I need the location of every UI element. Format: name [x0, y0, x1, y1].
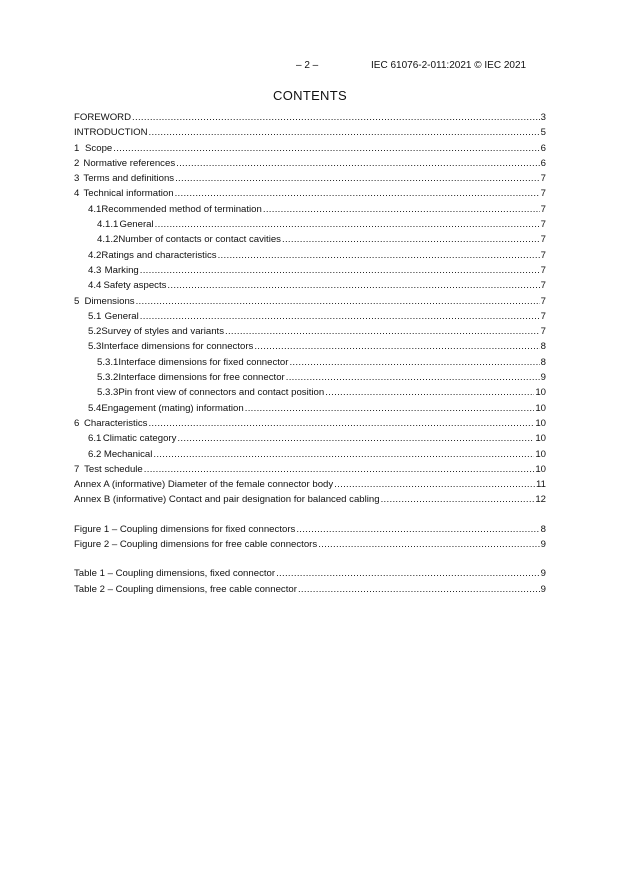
- toc-entry-page: 7: [540, 264, 546, 276]
- toc-entry-page: 9: [540, 372, 546, 384]
- toc-entry[interactable]: [74, 265, 546, 280]
- dot-leader: [325, 387, 534, 398]
- toc-entry-title: General: [119, 219, 154, 231]
- dot-leader: [254, 341, 539, 352]
- toc-entry-page: 5: [540, 127, 546, 139]
- toc-entry-page: 7: [540, 249, 546, 261]
- toc-entry-number: 3: [74, 173, 80, 185]
- dot-leader: [175, 173, 540, 184]
- dot-leader: [282, 234, 540, 245]
- toc-entry-page: 10: [535, 433, 546, 445]
- toc-entry-page: 6: [540, 157, 546, 169]
- toc-entry-title: Climatic category: [102, 433, 177, 445]
- toc-entry-page: 7: [540, 219, 546, 231]
- toc-entry[interactable]: [74, 479, 546, 494]
- toc-entry[interactable]: [74, 204, 546, 219]
- toc-entry[interactable]: [74, 143, 546, 158]
- toc-entry-title: Interface dimensions for connectors: [101, 341, 254, 353]
- dot-leader: [245, 403, 535, 414]
- dot-leader: [176, 158, 540, 169]
- dot-leader: [149, 127, 540, 138]
- toc-entry-number: 5.3.1: [97, 356, 119, 368]
- toc-entry-title: Survey of styles and variants: [101, 326, 224, 338]
- toc-entry-number: 5.1: [88, 310, 102, 322]
- toc-entry-title: Characteristics: [83, 417, 148, 429]
- toc-entry-title: Normative references: [83, 157, 176, 169]
- toc-entry-page: 10: [535, 417, 546, 429]
- toc-entry[interactable]: [74, 387, 546, 402]
- toc-entry-title: Interface dimensions for free connector: [118, 372, 285, 384]
- toc-entry-number: 4.1.2: [97, 234, 119, 246]
- toc-entry-title: Safety aspects: [103, 280, 167, 292]
- toc-entry[interactable]: [74, 173, 546, 188]
- toc-entry-number: 1: [74, 142, 80, 154]
- dot-leader: [225, 326, 540, 337]
- toc-sections: [74, 112, 546, 510]
- toc-entry[interactable]: [74, 280, 546, 295]
- toc-entry-page: 12: [535, 494, 546, 506]
- toc-entry-number: 4.2: [88, 249, 102, 261]
- dot-leader: [136, 296, 540, 307]
- toc-entry-number: 6.2: [88, 448, 102, 460]
- dot-leader: [334, 479, 535, 490]
- toc-entry-title: Recommended method of termination: [101, 203, 262, 215]
- toc-entry[interactable]: [74, 584, 546, 599]
- toc-entry-number: 2: [74, 157, 80, 169]
- toc-entry-number: 4.3: [88, 264, 102, 276]
- toc-entry-title: INTRODUCTION: [74, 127, 148, 139]
- toc-entry-page: 7: [540, 188, 546, 200]
- toc-entry-title: Dimensions: [84, 295, 135, 307]
- dot-leader: [381, 494, 535, 505]
- toc-entry-number: 4.1.1: [97, 219, 119, 231]
- dot-leader: [318, 539, 539, 550]
- toc-entry[interactable]: [74, 326, 546, 341]
- toc-entry-title: Annex A (informative) Diameter of the female connector body: [74, 479, 334, 491]
- toc-entry-page: 7: [540, 310, 546, 322]
- dot-leader: [132, 112, 540, 123]
- toc-entry-title: Mechanical: [103, 448, 153, 460]
- toc-entry[interactable]: [74, 127, 546, 142]
- toc-entry-number: 5.3: [88, 341, 102, 353]
- toc-entry-page: 7: [540, 173, 546, 185]
- toc-entry-number: 7: [74, 463, 80, 475]
- dot-leader: [144, 464, 535, 475]
- toc-entry-number: 4.4: [88, 280, 102, 292]
- toc-entry[interactable]: [74, 494, 546, 509]
- toc-entry-page: 3: [540, 112, 546, 123]
- toc-tables: [74, 568, 546, 599]
- toc-entry[interactable]: [74, 188, 546, 203]
- toc-entry[interactable]: [74, 464, 546, 479]
- toc-entry-title: Figure 2 – Coupling dimensions for free cable connectors: [74, 539, 318, 551]
- toc-entry-page: 7: [540, 295, 546, 307]
- toc-entry-title: Technical information: [83, 188, 174, 200]
- toc-entry-page: 8: [540, 523, 546, 535]
- toc-entry[interactable]: [74, 433, 546, 448]
- contents-title: CONTENTS: [273, 88, 347, 103]
- dot-leader: [298, 584, 540, 595]
- toc-entry-number: 5.2: [88, 326, 102, 338]
- toc-entry-page: 10: [535, 387, 546, 399]
- toc-entry-page: 9: [540, 568, 546, 580]
- dot-leader: [296, 524, 539, 535]
- toc-entry-number: 6: [74, 417, 80, 429]
- toc-entry[interactable]: [74, 357, 546, 372]
- toc-entry[interactable]: [74, 112, 546, 127]
- dot-leader: [153, 449, 534, 460]
- toc-entry-number: 5.3.3: [97, 387, 119, 399]
- toc-entry[interactable]: [74, 568, 546, 583]
- toc-entry[interactable]: [74, 372, 546, 387]
- toc-entry-number: 5.3.2: [97, 372, 119, 384]
- toc-entry-number: 4: [74, 188, 80, 200]
- page-header: [0, 60, 620, 74]
- dot-leader: [155, 219, 540, 230]
- toc-entry[interactable]: [74, 234, 546, 249]
- dot-leader: [140, 265, 540, 276]
- spacer: [74, 554, 546, 568]
- toc-entry-title: Engagement (mating) information: [101, 402, 244, 414]
- toc-entry-number: 5.4: [88, 402, 102, 414]
- toc-entry-title: Scope: [85, 142, 113, 154]
- toc-entry[interactable]: [74, 539, 546, 554]
- dot-leader: [263, 204, 540, 215]
- dot-leader: [177, 433, 534, 444]
- dot-leader: [218, 250, 540, 261]
- toc-entry-page: 11: [536, 479, 546, 491]
- toc-entry-title: FOREWORD: [74, 112, 132, 123]
- toc-entry[interactable]: [74, 296, 546, 311]
- toc-entry[interactable]: [74, 449, 546, 464]
- toc-entry-title: Terms and definitions: [83, 173, 175, 185]
- toc-entry-page: 6: [540, 142, 546, 154]
- toc-entry-number: 5: [74, 295, 80, 307]
- toc-entry-page: 9: [540, 539, 546, 551]
- toc-entry-number: 6.1: [88, 433, 102, 445]
- dot-leader: [113, 143, 539, 154]
- spacer: [74, 510, 546, 524]
- toc-entry-page: 10: [535, 463, 546, 475]
- dot-leader: [140, 311, 540, 322]
- toc-entry-page: 7: [540, 326, 546, 338]
- toc-entry[interactable]: [74, 418, 546, 433]
- toc-entry[interactable]: [74, 219, 546, 234]
- dot-leader: [148, 418, 534, 429]
- toc-entry[interactable]: [74, 158, 546, 173]
- toc-entry-title: Annex B (informative) Contact and pair designation for balanced cabling: [74, 494, 380, 506]
- toc-entry-page: 8: [540, 341, 546, 353]
- dot-leader: [289, 357, 539, 368]
- table-of-contents: [74, 112, 546, 599]
- toc-entry-page: 10: [535, 402, 546, 414]
- toc-entry-title: Table 2 – Coupling dimensions, free cable connector: [74, 583, 297, 595]
- toc-entry[interactable]: [74, 250, 546, 265]
- toc-entry-title: Number of contacts or contact cavities: [118, 234, 281, 246]
- dot-leader: [276, 568, 540, 579]
- toc-figures: [74, 524, 546, 555]
- dot-leader: [175, 188, 540, 199]
- toc-entry-title: Test schedule: [84, 463, 143, 475]
- toc-entry[interactable]: [74, 311, 546, 326]
- toc-entry-title: Pin front view of connectors and contact position: [118, 387, 325, 399]
- toc-entry[interactable]: [74, 524, 546, 539]
- toc-entry-page: 8: [540, 356, 546, 368]
- toc-entry-title: Ratings and characteristics: [101, 249, 217, 261]
- toc-entry-title: Interface dimensions for fixed connector: [118, 356, 289, 368]
- toc-entry[interactable]: [74, 403, 546, 418]
- toc-entry-title: Figure 1 – Coupling dimensions for fixed connectors: [74, 523, 296, 535]
- page-number: – 2 –: [296, 60, 319, 71]
- dot-leader: [286, 372, 540, 383]
- dot-leader: [167, 280, 539, 291]
- toc-entry-page: 7: [540, 203, 546, 215]
- toc-entry-page: 7: [540, 234, 546, 246]
- toc-entry[interactable]: [74, 341, 546, 356]
- toc-entry-number: 4.1: [88, 203, 102, 215]
- toc-entry-page: 9: [540, 583, 546, 595]
- toc-entry-title: General: [104, 310, 139, 322]
- toc-entry-title: Marking: [104, 264, 139, 276]
- toc-entry-page: 10: [535, 448, 546, 460]
- document-reference: IEC 61076-2-011:2021 © IEC 2021: [371, 60, 527, 71]
- toc-entry-page: 7: [540, 280, 546, 292]
- toc-entry-title: Table 1 – Coupling dimensions, fixed connector: [74, 568, 276, 580]
